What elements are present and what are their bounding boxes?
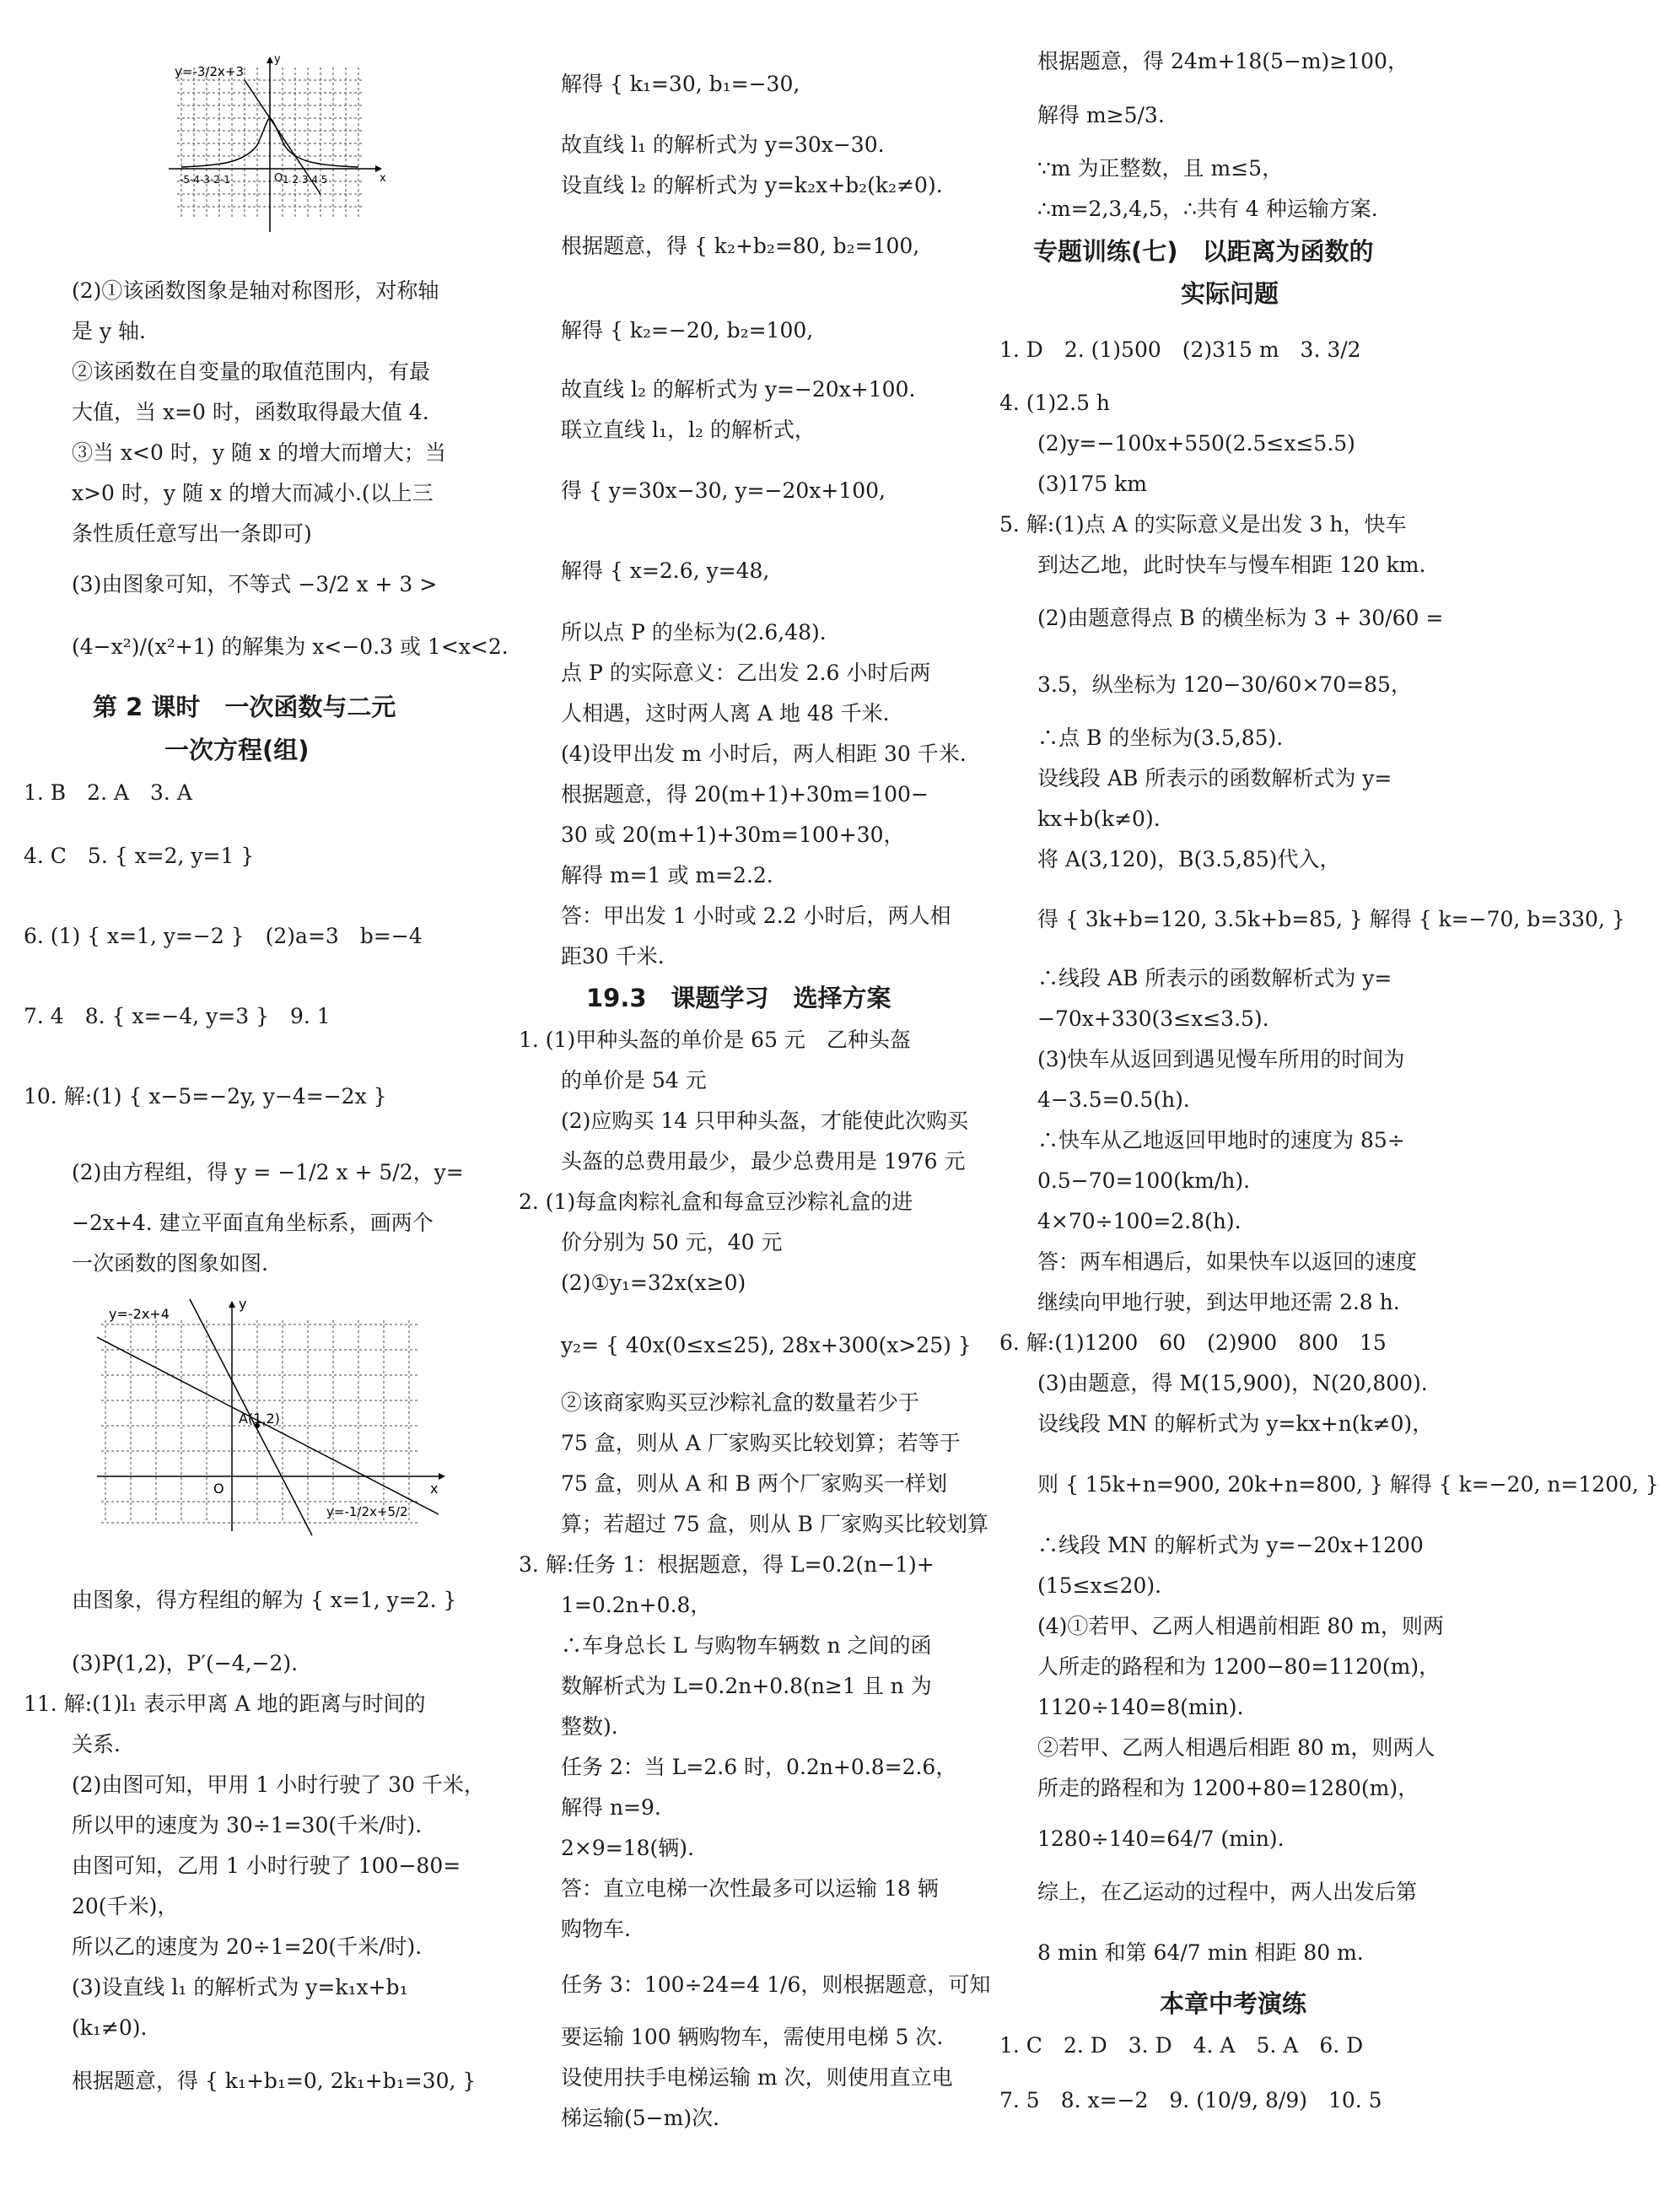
answer-line: 6. (1) { x=1, y=−2 } (2)a=3 b=−4	[24, 924, 423, 948]
answer-line: 8 min 和第 64/7 min 相距 80 m.	[1037, 1940, 1364, 1965]
text-line: (3)设直线 l₁ 的解析式为 y=k₁x+b₁	[72, 1975, 408, 1999]
answer-line: 任务 3：100÷24=4 1/6，则根据题意，可知	[561, 1972, 991, 1997]
answer-line: 头盔的总费用最少，最少总费用是 1976 元	[561, 1149, 966, 1173]
svg-text:y: y	[239, 1296, 247, 1312]
text-line: x>0 时，y 随 x 的增大而减小.(以上三	[72, 481, 434, 505]
answer-line: −2x+4. 建立平面直角坐标系，画两个	[72, 1211, 434, 1235]
svg-text:1 2 3 4 5: 1 2 3 4 5	[283, 174, 328, 186]
answer-line: 1. B 2. A 3. A	[24, 780, 192, 805]
answer-line: 0.5−70=100(km/h).	[1037, 1168, 1251, 1193]
answer-line: ②若甲、乙两人相遇后相距 80 m，则两人	[1037, 1735, 1435, 1760]
text-line: 根据题意，得 { k₁+b₁=0, 2k₁+b₁=30, }	[72, 2069, 477, 2093]
answer-line: ∴线段 AB 所表示的函数解析式为 y=	[1037, 966, 1392, 990]
column-2	[514, 0, 995, 2212]
answer-line: 1. D 2. (1)500 (2)315 m 3. 3/2	[999, 337, 1361, 362]
answer-line: 解得 n=9.	[561, 1795, 661, 1820]
text-line: 条性质任意写出一条即可)	[72, 521, 312, 546]
answer-line: 一次函数的图象如图.	[72, 1251, 268, 1276]
text-line: ∵m 为正整数，且 m≤5，	[1037, 156, 1284, 181]
text-line: (3)P(1,2)，P′(−4,−2).	[72, 1651, 299, 1675]
answer-line: (15≤x≤20).	[1037, 1573, 1162, 1598]
answer-line: 将 A(3,120)，B(3.5,85)代入，	[1037, 847, 1341, 871]
answer-line: 75 盒，则从 A 厂家购买比较划算；若等于	[561, 1431, 961, 1455]
svg-text:x: x	[430, 1481, 439, 1497]
text-line: 点 P 的实际意义：乙出发 2.6 小时后两	[561, 661, 931, 685]
answer-line: 1. (1)甲种头盔的单价是 65 元 乙种头盔	[519, 1028, 911, 1052]
graph-2-label-a: y=-2x+4	[109, 1306, 170, 1322]
answer-line: 算；若超过 75 盒，则从 B 厂家购买比较划算	[561, 1512, 988, 1536]
answer-line: 的单价是 54 元	[561, 1068, 707, 1093]
answer-line: 7. 5 8. x=−2 9. (10/9, 8/9) 10. 5	[999, 2088, 1382, 2112]
text-line: 根据题意，得 20(m+1)+30m=100−	[561, 782, 929, 807]
text-line: 根据题意，得 24m+18(5−m)≥100，	[1037, 49, 1409, 73]
answer-line: 7. 4 8. { x=−4, y=3 } 9. 1	[24, 1004, 331, 1028]
answer-line: (3)175 km	[1037, 472, 1147, 496]
text-line: 20(千米)，	[72, 1894, 179, 1918]
text-line: 距30 千米.	[561, 944, 665, 968]
answer-line: 2. (1)每盒肉粽礼盒和每盒豆沙粽礼盒的进	[519, 1190, 913, 1214]
answer-line: 购物车.	[561, 1917, 631, 1941]
text-line: 联立直线 l₁，l₂ 的解析式，	[561, 418, 816, 442]
answer-line: 要运输 100 辆购物车，需使用电梯 5 次.	[561, 2025, 944, 2049]
answer-line: (4)①若甲、乙两人相遇前相距 80 m，则两	[1037, 1614, 1444, 1638]
answer-line: (2)应购买 14 只甲种头盔，才能使此次购买	[561, 1109, 969, 1133]
answer-line: 4−3.5=0.5(h).	[1037, 1087, 1190, 1112]
answer-line: 5. 解:(1)点 A 的实际意义是出发 3 h，快车	[999, 512, 1407, 537]
answer-line: (3)快车从返回到遇见慢车所用的时间为	[1037, 1047, 1405, 1071]
answer-line: 4. (1)2.5 h	[999, 391, 1111, 415]
text-line: 故直线 l₂ 的解析式为 y=−20x+100.	[561, 377, 916, 402]
text-line: ③当 x<0 时，y 随 x 的增大而增大；当	[72, 440, 446, 465]
section-title: 第 2 课时 一次函数与二元	[93, 693, 396, 721]
text-line: 设直线 l₂ 的解析式为 y=k₂x+b₂(k₂≠0).	[561, 173, 943, 197]
answer-line: 价分别为 50 元，40 元	[561, 1230, 783, 1254]
column-1	[0, 0, 509, 2212]
answer-line: 到达乙地，此时快车与慢车相距 120 km.	[1037, 553, 1426, 577]
answer-line: 综上，在乙运动的过程中，两人出发后第	[1037, 1880, 1418, 1904]
graph-2-label-b: y=-1/2x+5/2	[326, 1504, 408, 1519]
text-line: (k₁≠0).	[72, 2015, 148, 2040]
answer-line: 数解析式为 L=0.2n+0.8(n≥1 且 n 为	[561, 1674, 932, 1698]
answer-line: 任务 2：当 L=2.6 时，0.2n+0.8=2.6，	[561, 1755, 957, 1779]
answer-line: 得 { 3k+b=120, 3.5k+b=85, } 解得 { k=−70, b=330, }	[1037, 907, 1625, 931]
section-title: 专题训练(七) 以距离为函数的	[1033, 237, 1374, 266]
text-line: 解得 m=1 或 m=2.2.	[561, 863, 773, 887]
answer-line: (2)y=−100x+550(2.5≤x≤5.5)	[1037, 431, 1355, 456]
section-title: 一次方程(组)	[164, 736, 310, 764]
text-line: 是 y 轴.	[72, 319, 146, 343]
answer-line: (2)由方程组，得 y = −1/2 x + 5/2，y=	[72, 1160, 464, 1184]
answer-line: (2)由题意得点 B 的横坐标为 3 + 30/60 =	[1037, 606, 1444, 630]
text-line: 解得 m≥5/3.	[1037, 103, 1165, 127]
svg-text:-5-4-3-2-1: -5-4-3-2-1	[180, 174, 230, 186]
answer-line: ∴车身总长 L 与购物车辆数 n 之间的函	[561, 1633, 932, 1658]
answer-line: 1. C 2. D 3. D 4. A 5. A 6. D	[999, 2033, 1364, 2058]
text-line: 所以点 P 的坐标为(2.6,48).	[561, 620, 827, 645]
answer-line: 答：直立电梯一次性最多可以运输 18 辆	[561, 1876, 939, 1901]
text-line: (3)由图象可知，不等式 −3/2 x + 3 >	[72, 572, 438, 596]
section-title: 19.3 课题学习 选择方案	[586, 984, 891, 1012]
section-title: 实际问题	[1181, 279, 1279, 308]
answer-line: 设使用扶手电梯运输 m 次，则使用直立电	[561, 2065, 953, 2090]
svg-text:y: y	[274, 53, 281, 66]
svg-text:x: x	[380, 172, 386, 185]
answer-line: 1120÷140=8(min).	[1037, 1695, 1244, 1719]
text-line: 人相遇，这时两人离 A 地 48 千米.	[561, 701, 890, 726]
answer-line: 1=0.2n+0.8，	[561, 1593, 712, 1617]
answer-line: (2)①y₁=32x(x≥0)	[561, 1271, 746, 1295]
text-line: 由图象，得方程组的解为 { x=1, y=2. }	[72, 1588, 457, 1612]
answer-line: 4. C 5. { x=2, y=1 }	[24, 844, 255, 868]
answer-line: 整数).	[561, 1714, 618, 1739]
text-line: (2)①该函数图象是轴对称图形，对称轴	[72, 278, 439, 303]
text-line: 解得 { k₂=−20, b₂=100,	[561, 318, 814, 343]
answer-line: 75 盒，则从 A 和 B 两个厂家购买一样划	[561, 1471, 947, 1496]
text-line: (4)设甲出发 m 小时后，两人相距 30 千米.	[561, 742, 967, 766]
text-line: 关系.	[72, 1732, 121, 1756]
text-line: 所以乙的速度为 20÷1=20(千米/时).	[72, 1934, 423, 1959]
text-line: (2)由图可知，甲用 1 小时行驶了 30 千米，	[72, 1772, 485, 1797]
text-line: (4−x²)/(x²+1) 的解集为 x<−0.3 或 1<x<2.	[72, 634, 509, 659]
answer-line: 1280÷140=64/7 (min).	[1037, 1826, 1285, 1851]
section-title: 本章中考演练	[1160, 1989, 1307, 2018]
text-line: 由图可知，乙用 1 小时行驶了 100−80=	[72, 1853, 461, 1878]
text-line: ∴m=2,3,4,5，∴共有 4 种运输方案.	[1037, 197, 1378, 221]
text-line: ②该函数在自变量的取值范围内，有最	[72, 359, 431, 384]
answer-line: kx+b(k≠0).	[1037, 807, 1161, 831]
answer-line: ∴快车从乙地返回甲地时的速度为 85÷	[1037, 1128, 1405, 1152]
answer-line: 梯运输(5−m)次.	[561, 2106, 720, 2130]
svg-text:O: O	[274, 172, 283, 185]
answer-line: ∴线段 MN 的解析式为 y=−20x+1200	[1037, 1533, 1424, 1557]
answer-line: −70x+330(3≤x≤3.5).	[1037, 1006, 1269, 1031]
answer-line: y₂= { 40x(0≤x≤25), 28x+300(x>25) }	[561, 1333, 972, 1357]
answer-line: 则 { 15k+n=900, 20k+n=800, } 解得 { k=−20, n=1200, }	[1037, 1472, 1659, 1497]
answer-line: ②该商家购买豆沙粽礼盒的数量若少于	[561, 1390, 920, 1415]
answer-line: 3.5，纵坐标为 120−30/60×70=85，	[1037, 672, 1412, 697]
answer-line: 10. 解:(1) { x−5=−2y, y−4=−2x }	[24, 1084, 387, 1109]
answer-line: (3)由题意，得 M(15,900)，N(20,800).	[1037, 1371, 1428, 1395]
answer-line: 6. 解:(1)1200 60 (2)900 800 15	[999, 1330, 1387, 1355]
graph-2	[97, 1295, 451, 1535]
text-line: 解得 { k₁=30, b₁=−30,	[561, 72, 800, 96]
text-line: 得 { y=30x−30, y=−20x+100,	[561, 478, 886, 503]
text-line: 根据题意，得 { k₂+b₂=80, b₂=100,	[561, 234, 920, 258]
answer-line: 继续向甲地行驶，到达甲地还需 2.8 h.	[1037, 1290, 1400, 1314]
graph-2-point: A(1,2)	[239, 1411, 280, 1427]
text-line: 11. 解:(1)l₁ 表示甲离 A 地的距离与时间的	[24, 1691, 426, 1716]
text-line: 大值，当 x=0 时，函数取得最大值 4.	[72, 400, 429, 424]
text-line: 解得 { x=2.6, y=48,	[561, 558, 770, 583]
answer-line: 人所走的路程和为 1200−80=1120(m)，	[1037, 1654, 1441, 1679]
text-line: 答：甲出发 1 小时或 2.2 小时后，两人相	[561, 904, 951, 928]
answer-line: 答：两车相遇后，如果快车以返回的速度	[1037, 1249, 1418, 1274]
answer-line: 3. 解:任务 1：根据题意，得 L=0.2(n−1)+	[519, 1552, 935, 1577]
answer-line: 设线段 MN 的解析式为 y=kx+n(k≠0)，	[1037, 1411, 1434, 1436]
column-3	[995, 0, 1659, 2212]
text-line: 所以甲的速度为 30÷1=30(千米/时).	[72, 1813, 423, 1837]
text-line: 30 或 20(m+1)+30m=100+30，	[561, 823, 905, 847]
answer-line: 2×9=18(辆).	[561, 1836, 694, 1860]
answer-line: 4×70÷100=2.8(h).	[1037, 1209, 1242, 1233]
answer-line: ∴点 B 的坐标为(3.5,85).	[1037, 726, 1284, 750]
svg-text:O: O	[213, 1481, 224, 1497]
answer-line: 所走的路程和为 1200+80=1280(m)，	[1037, 1776, 1419, 1800]
graph-1-label: y=-3/2x+3	[175, 64, 244, 79]
answer-line: 设线段 AB 所表示的函数解析式为 y=	[1037, 766, 1392, 790]
text-line: 故直线 l₁ 的解析式为 y=30x−30.	[561, 132, 885, 157]
graph-1	[164, 51, 392, 236]
